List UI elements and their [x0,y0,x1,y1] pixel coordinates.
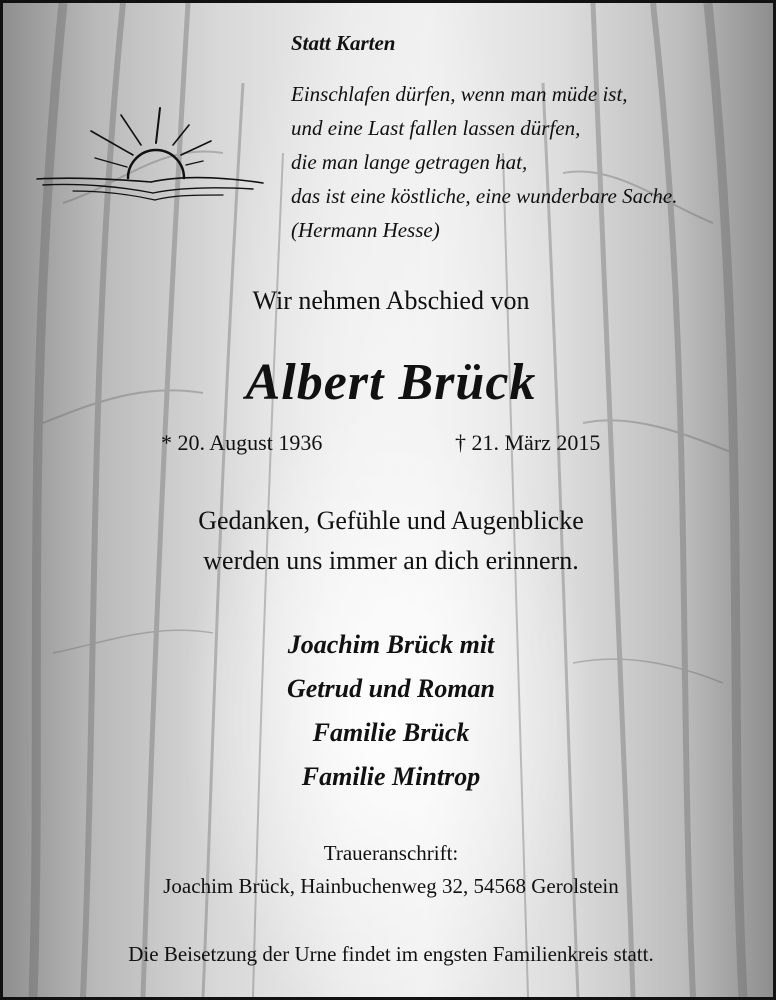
mourner: Familie Mintrop [301,762,481,791]
poem-line: und eine Last fallen lassen dürfen, [291,116,581,140]
poem-line: Einschlafen dürfen, wenn man müde ist, [291,82,628,106]
header-label: Statt Karten [291,31,396,55]
sunrise-icon [33,103,268,213]
mourner: Getrud und Roman [286,674,496,703]
poem-line: die man lange getragen hat, [291,150,528,174]
mourner: Joachim Brück mit [287,630,495,659]
deceased-name: Albert Brück [245,354,537,411]
burial-note: Die Beisetzung der Urne findet im engsten Familienkreis statt. [128,942,654,966]
poem [291,77,677,247]
memorial-quote [3,501,776,581]
mourners-list [3,623,776,799]
quote-line: Gedanken, Gefühle und Augenblicke [198,506,584,535]
address-text: Joachim Brück, Hainbuchenweg 32, 54568 Gerolstein [163,874,619,898]
mourner: Familie Brück [312,718,470,747]
poem-line: das ist eine köstliche, eine wunderbare Sache. [291,184,678,208]
intro-text: Wir nehmen Abschied von [252,286,530,315]
birth-date: * 20. August 1936 [161,430,323,455]
poem-author: (Hermann Hesse) [291,218,440,242]
address-label: Traueranschrift: [323,841,459,865]
death-date: † 21. März 2015 [455,430,601,455]
quote-line: werden uns immer an dich erinnern. [203,546,579,575]
